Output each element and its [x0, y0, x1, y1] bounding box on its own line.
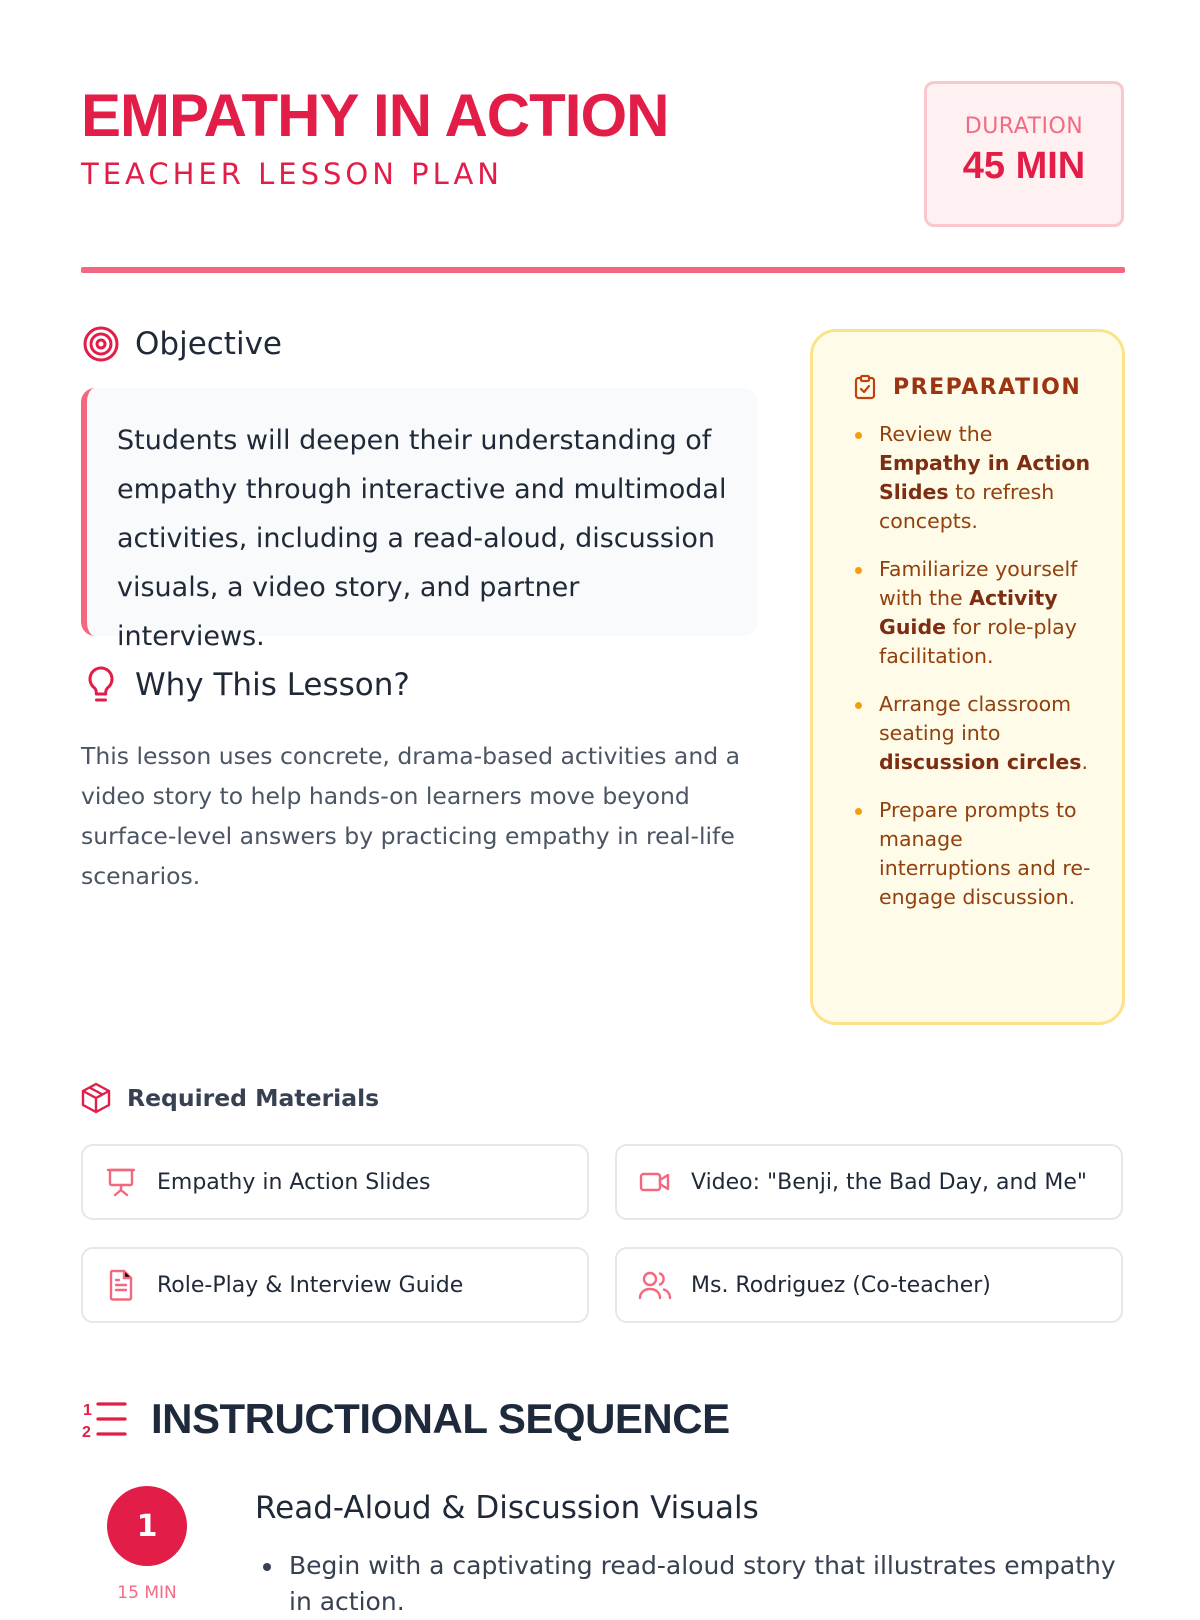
- material-label: Video: "Benji, the Bad Day, and Me": [691, 1169, 1088, 1195]
- step-title: Read-Aloud & Discussion Visuals: [255, 1490, 759, 1526]
- preparation-item: Prepare prompts to manage interruptions and re-engage discussion.: [853, 796, 1096, 912]
- material-item-coteacher: [615, 1247, 1123, 1323]
- duration-badge: [924, 81, 1124, 227]
- document-icon: [105, 1269, 137, 1301]
- page-title: EMPATHY IN ACTION: [81, 82, 669, 149]
- svg-text:2: 2: [82, 1424, 91, 1441]
- materials-heading: [81, 1082, 379, 1114]
- objective-box: [81, 388, 757, 652]
- objective-heading: [81, 324, 282, 364]
- page-subtitle: TEACHER LESSON PLAN: [81, 157, 503, 191]
- step-bullet: Begin with a captivating read-aloud story that illustrates empathy in action.: [255, 1548, 1125, 1620]
- preparation-list: [853, 420, 1096, 912]
- presentation-icon: [105, 1166, 137, 1198]
- material-label: Ms. Rodriguez (Co-teacher): [691, 1272, 991, 1298]
- objective-text: Students will deepen their understanding of empathy through interactive and multimodal activities, including a read-aloud, discussion visuals, a video story, and partner interviews.: [117, 425, 727, 652]
- clipboard-check-icon: [853, 374, 879, 400]
- video-icon: [639, 1166, 671, 1198]
- header-divider: [81, 267, 1125, 273]
- step-bullets: [255, 1548, 1125, 1620]
- sequence-heading: [81, 1395, 730, 1443]
- preparation-item: Review the Empathy in Action Slides to refresh concepts.: [853, 420, 1096, 536]
- materials-heading-text: Required Materials: [127, 1084, 380, 1112]
- sequence-heading-text: INSTRUCTIONAL SEQUENCE: [151, 1395, 730, 1442]
- duration-value: 45 MIN: [962, 145, 1086, 187]
- preparation-heading-text: PREPARATION: [893, 374, 1082, 400]
- why-heading: [81, 665, 410, 705]
- numbered-list-icon: [81, 1395, 129, 1443]
- svg-text:1: 1: [83, 1402, 92, 1419]
- preparation-heading: [853, 374, 1096, 400]
- lightbulb-icon: [81, 665, 121, 705]
- step-number: 1: [107, 1486, 187, 1566]
- step-duration: 15 MIN: [117, 1583, 177, 1603]
- material-label: Role-Play & Interview Guide: [157, 1272, 464, 1298]
- material-item-guide: [81, 1247, 589, 1323]
- lesson-plan-page: [81, 0, 1125, 1616]
- preparation-item: Arrange classroom seating into discussion circles.: [853, 690, 1096, 777]
- why-heading-text: Why This Lesson?: [135, 667, 410, 703]
- material-label: Empathy in Action Slides: [157, 1169, 431, 1195]
- objective-heading-text: Objective: [135, 326, 282, 362]
- why-text: This lesson uses concrete, drama-based activities and a video story to help hands-on learners move beyond surface-level answers by practicing empathy in real-life scenarios.: [81, 742, 740, 890]
- target-icon: [81, 324, 121, 364]
- preparation-item: Familiarize yourself with the Activity Guide for role-play facilitation.: [853, 555, 1096, 671]
- package-icon: [81, 1082, 113, 1114]
- preparation-card: [810, 329, 1125, 1025]
- material-item-slides: [81, 1144, 589, 1220]
- users-icon: [639, 1269, 671, 1301]
- material-item-video: [615, 1144, 1123, 1220]
- duration-label: DURATION: [964, 114, 1084, 139]
